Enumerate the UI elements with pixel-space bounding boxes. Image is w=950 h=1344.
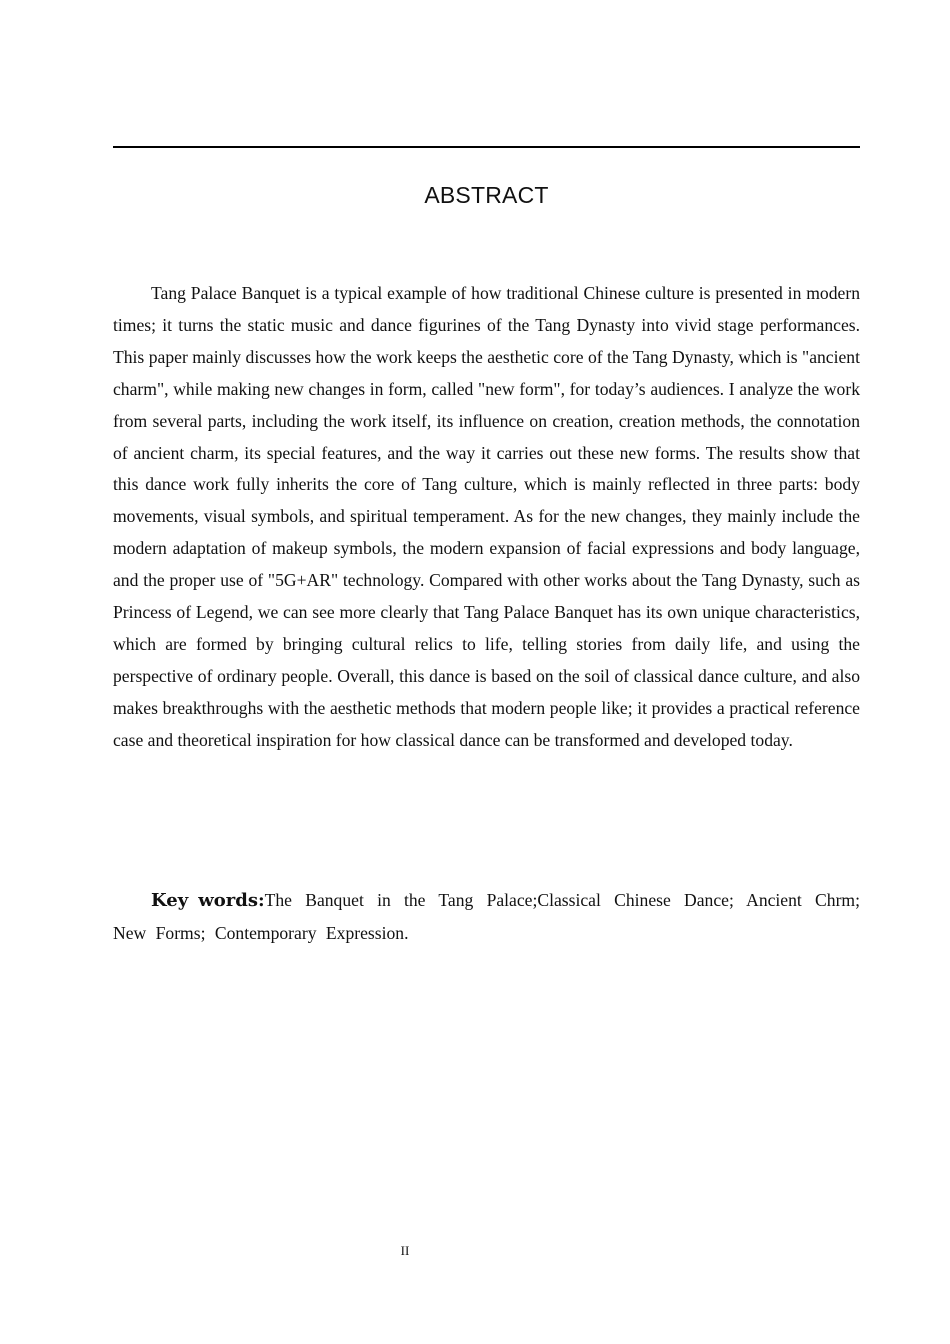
keywords-list: The Banquet in the Tang Palace;Classical Chinese Dance; Ancient Chrm; New Forms; Contemporary Expression. bbox=[113, 890, 861, 943]
keywords-paragraph bbox=[113, 884, 860, 949]
page-number: II bbox=[400, 1243, 410, 1258]
page-title: ABSTRACT bbox=[424, 182, 549, 208]
header-rule bbox=[113, 146, 860, 148]
abstract-paragraph: Tang Palace Banquet is a typical example of how traditional Chinese culture is presented in modern times; it turns the static music and dance figurines of the Tang Dynasty into vivid stage performances. This paper mainly discusses how the work keeps the aesthetic core of the Tang Dynasty, which is "ancient charm", while making new changes in form, called "new form", for today’s audiences. I analyze the work from several parts, including the work itself, its influence on creation, creation methods, the connotation of ancient charm, its special features, and the way it carries out these new forms. The results show that this dance work fully inherits the core of Tang culture, which is mainly reflected in three parts: body movements, visual symbols, and spiritual temperament. As for the new changes, they mainly include the modern adaptation of makeup symbols, the modern expansion of facial expressions and body language, and the proper use of "5G+AR" technology. Compared with other works about the Tang Dynasty, such as Princess of Legend, we can see more clearly that Tang Palace Banquet has its own unique characteristics, which are formed by bringing cultural relics to life, telling stories from daily life, and using the perspective of ordinary people. Overall, this dance is based on the soil of classical dance culture, and also makes breakthroughs with the aesthetic methods that modern people like; it provides a practical reference case and theoretical inspiration for how classical dance can be transformed and developed today. bbox=[113, 283, 860, 750]
keywords-label: Key words: bbox=[151, 890, 265, 911]
